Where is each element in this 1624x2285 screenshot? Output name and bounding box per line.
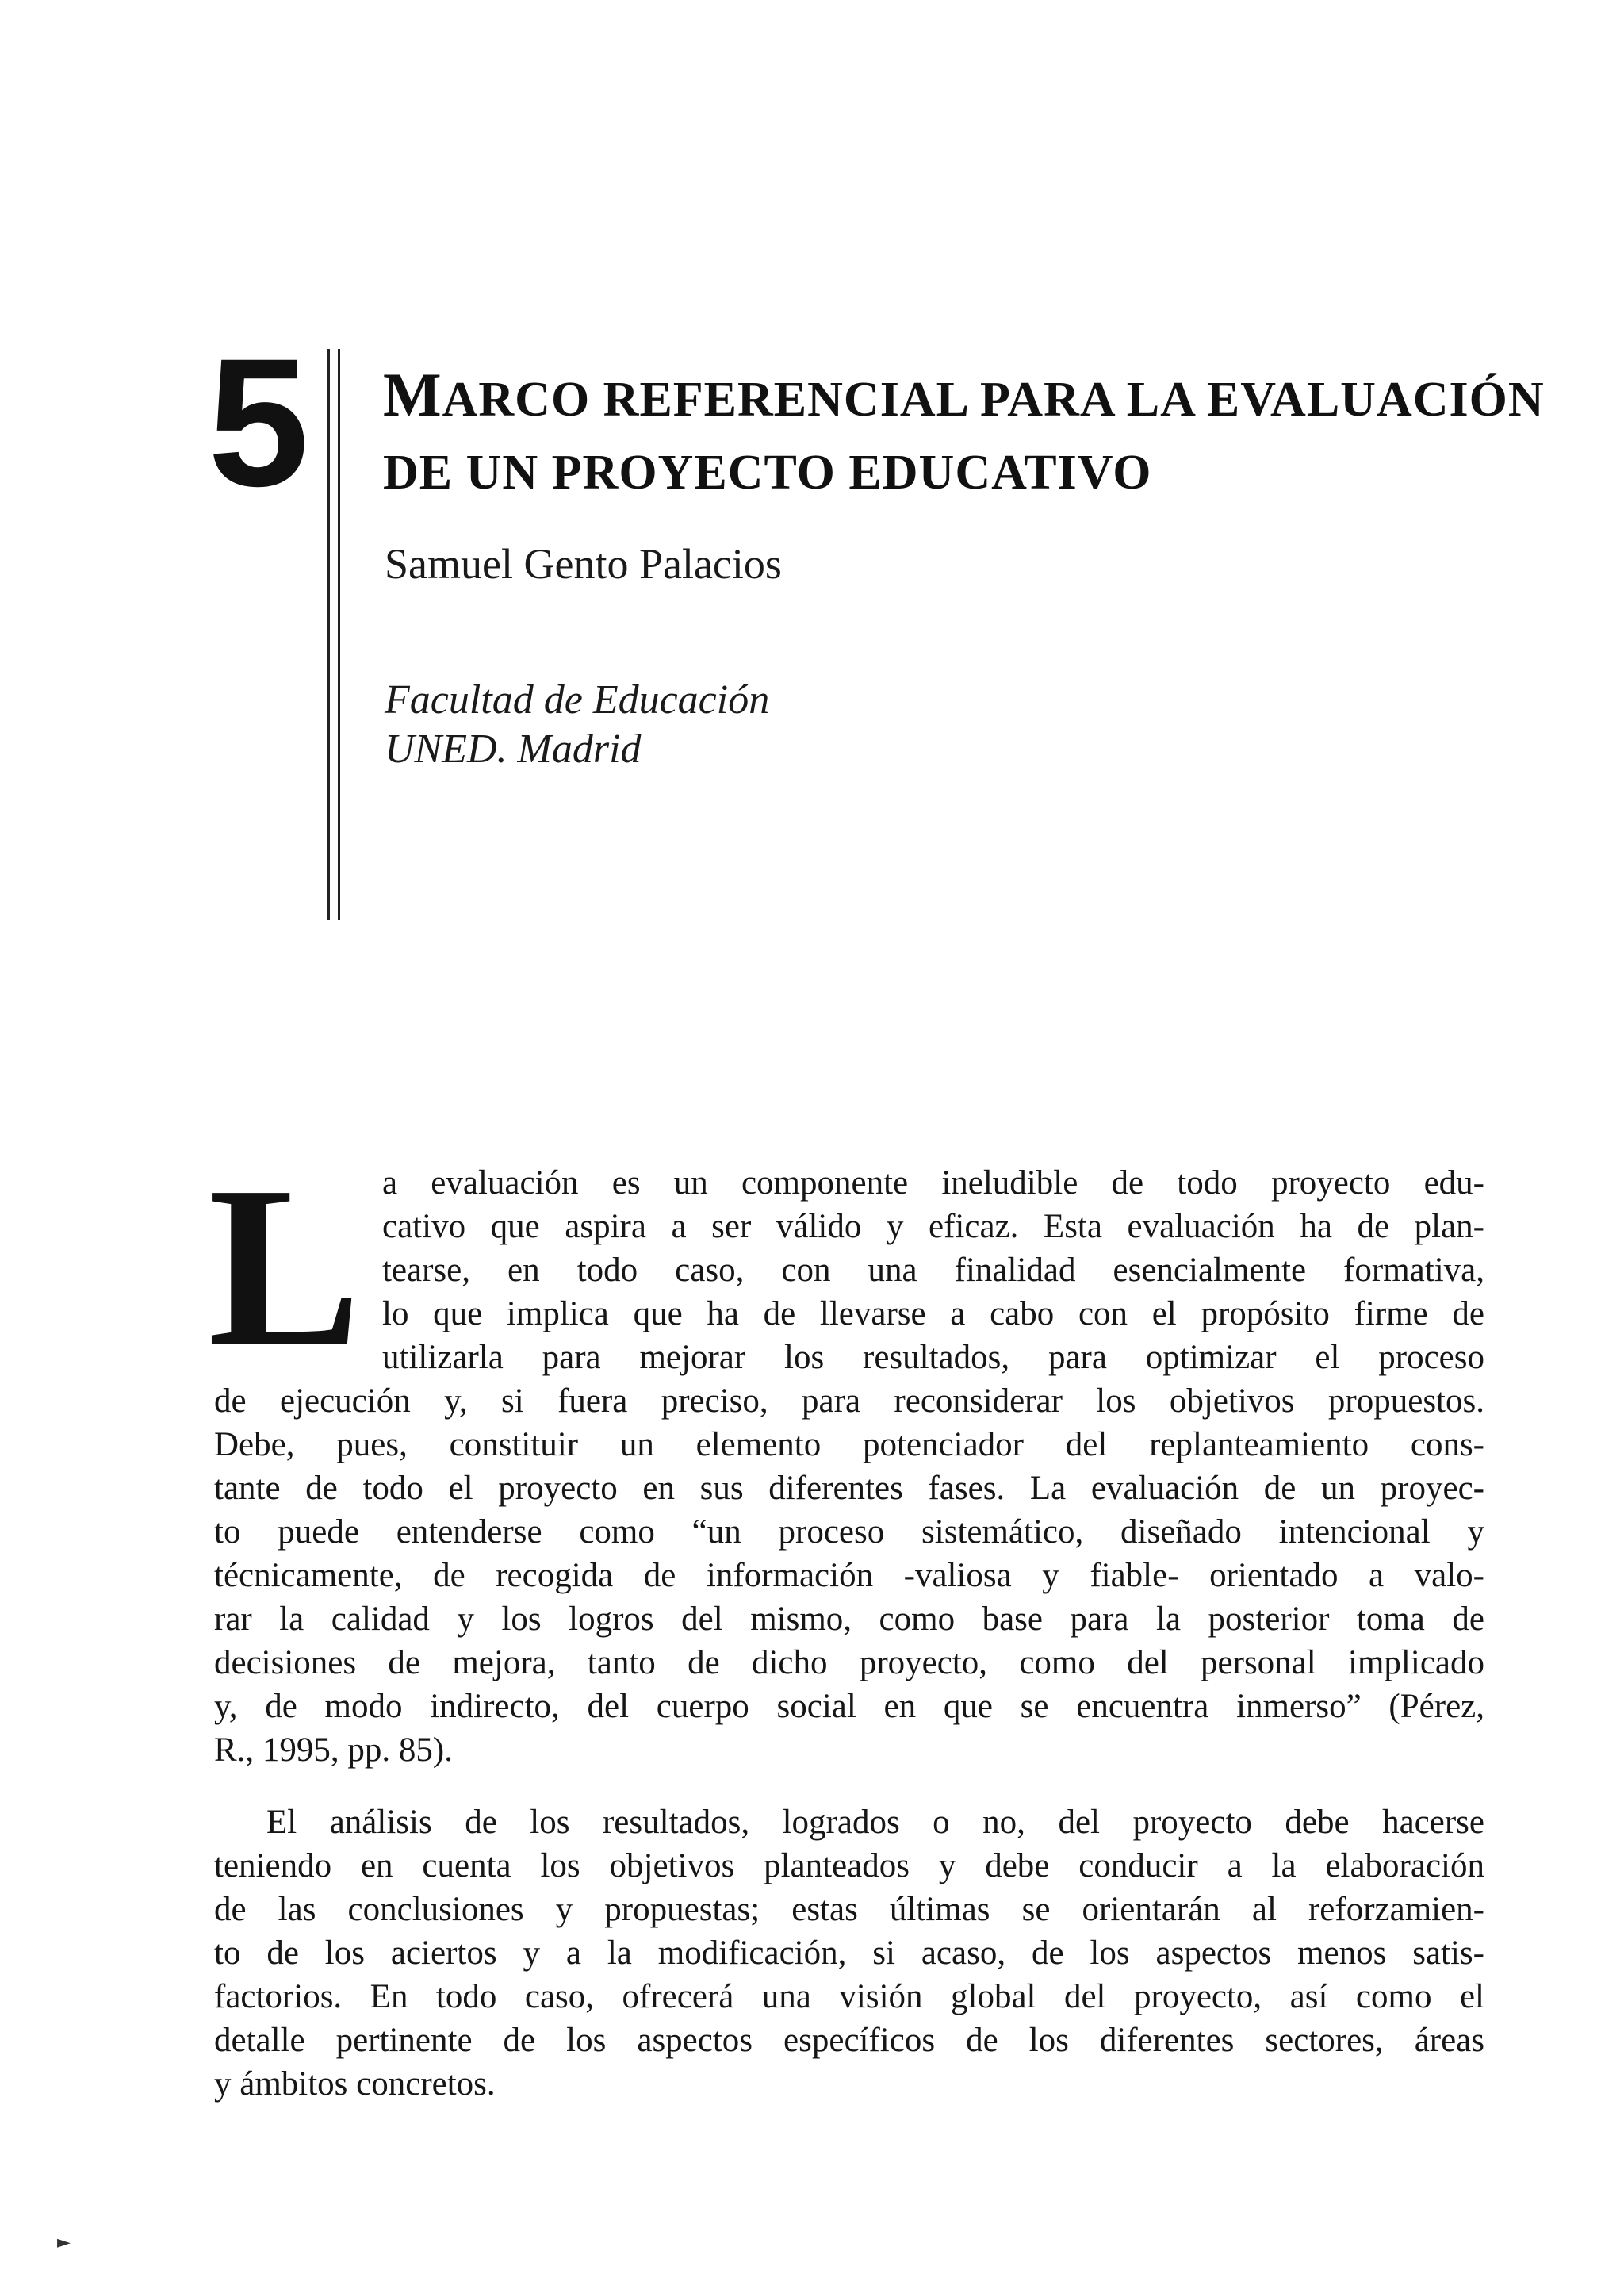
chapter-title-line-1-rest: ARCO REFERENCIAL PARA LA EVALUACIÓN [442, 373, 1545, 427]
paragraph-line: de las conclusiones y propuestas; estas últimas se orientarán al reforzamien- [214, 1891, 1484, 1928]
paragraph-line: lo que implica que ha de llevarse a cabo con el propósito firme de [382, 1295, 1484, 1332]
paragraph-line: El análisis de los resultados, logrados o no, del proyecto debe hacerse [266, 1804, 1484, 1841]
paragraph-line: detalle pertinente de los aspectos específicos de los diferentes sectores, áreas [214, 2022, 1484, 2059]
author-affiliation [385, 676, 769, 774]
affiliation-university: UNED. Madrid [385, 727, 642, 772]
paragraph-line: utilizarla para mejorar los resultados, para optimizar el proceso [382, 1339, 1484, 1376]
paragraph-line: tante de todo el proyecto en sus diferentes fases. La evaluación de un proyec- [214, 1470, 1484, 1507]
chapter-title-line-1 [383, 358, 1545, 436]
chapter-title [383, 358, 1545, 509]
chapter-title-initial: M [383, 360, 442, 429]
paragraph-line: y ámbitos concretos. [214, 2065, 496, 2103]
margin-arrow-mark: ► [57, 2233, 71, 2252]
paragraph-line: R., 1995, pp. 85). [214, 1731, 453, 1769]
drop-cap: L [208, 1139, 362, 1394]
paragraph-line: y, de modo indirecto, del cuerpo social en que se encuentra inmerso” (Pérez, [214, 1688, 1484, 1725]
chapter-number: 5 [208, 320, 309, 524]
paragraph-line: factorios. En todo caso, ofrecerá una visión global del proyecto, así como el [214, 1978, 1484, 2015]
paragraph-line: cativo que aspira a ser válido y eficaz. Esta evaluación ha de plan- [382, 1208, 1484, 1245]
author-name: Samuel Gento Palacios [385, 540, 782, 588]
paragraph-line: técnicamente, de recogida de información -valiosa y fiable- orientado a valo- [214, 1557, 1484, 1594]
vertical-rule-right [338, 349, 340, 920]
paragraph-line: a evaluación es un componente ineludible de todo proyecto edu- [382, 1164, 1484, 1202]
paragraph-line: de ejecución y, si fuera preciso, para reconsiderar los objetivos propuestos. [214, 1382, 1484, 1420]
paragraph-line: rar la calidad y los logros del mismo, como base para la posterior toma de [214, 1601, 1484, 1638]
paragraph-line: decisiones de mejora, tanto de dicho proyecto, como del personal implicado [214, 1644, 1484, 1681]
paragraph-line: to puede entenderse como “un proceso sistemático, diseñado intencional y [214, 1513, 1484, 1551]
paragraph-line: to de los aciertos y a la modificación, si acaso, de los aspectos menos satis- [214, 1934, 1484, 1972]
vertical-rule-left [327, 349, 330, 920]
affiliation-faculty: Facultad de Educación [385, 677, 770, 723]
chapter-title-line-2: DE UN PROYECTO EDUCATIVO [383, 446, 1152, 500]
paragraph-2 [214, 1800, 1484, 2106]
paragraph-line: tearse, en todo caso, con una finalidad esencialmente formativa, [382, 1252, 1484, 1289]
paragraph-line: teniendo en cuenta los objetivos planteados y debe conducir a la elaboración [214, 1847, 1484, 1884]
paragraph-1 [214, 1161, 1484, 1772]
paragraph-line: Debe, pues, constituir un elemento potenciador del replanteamiento cons- [214, 1426, 1484, 1463]
